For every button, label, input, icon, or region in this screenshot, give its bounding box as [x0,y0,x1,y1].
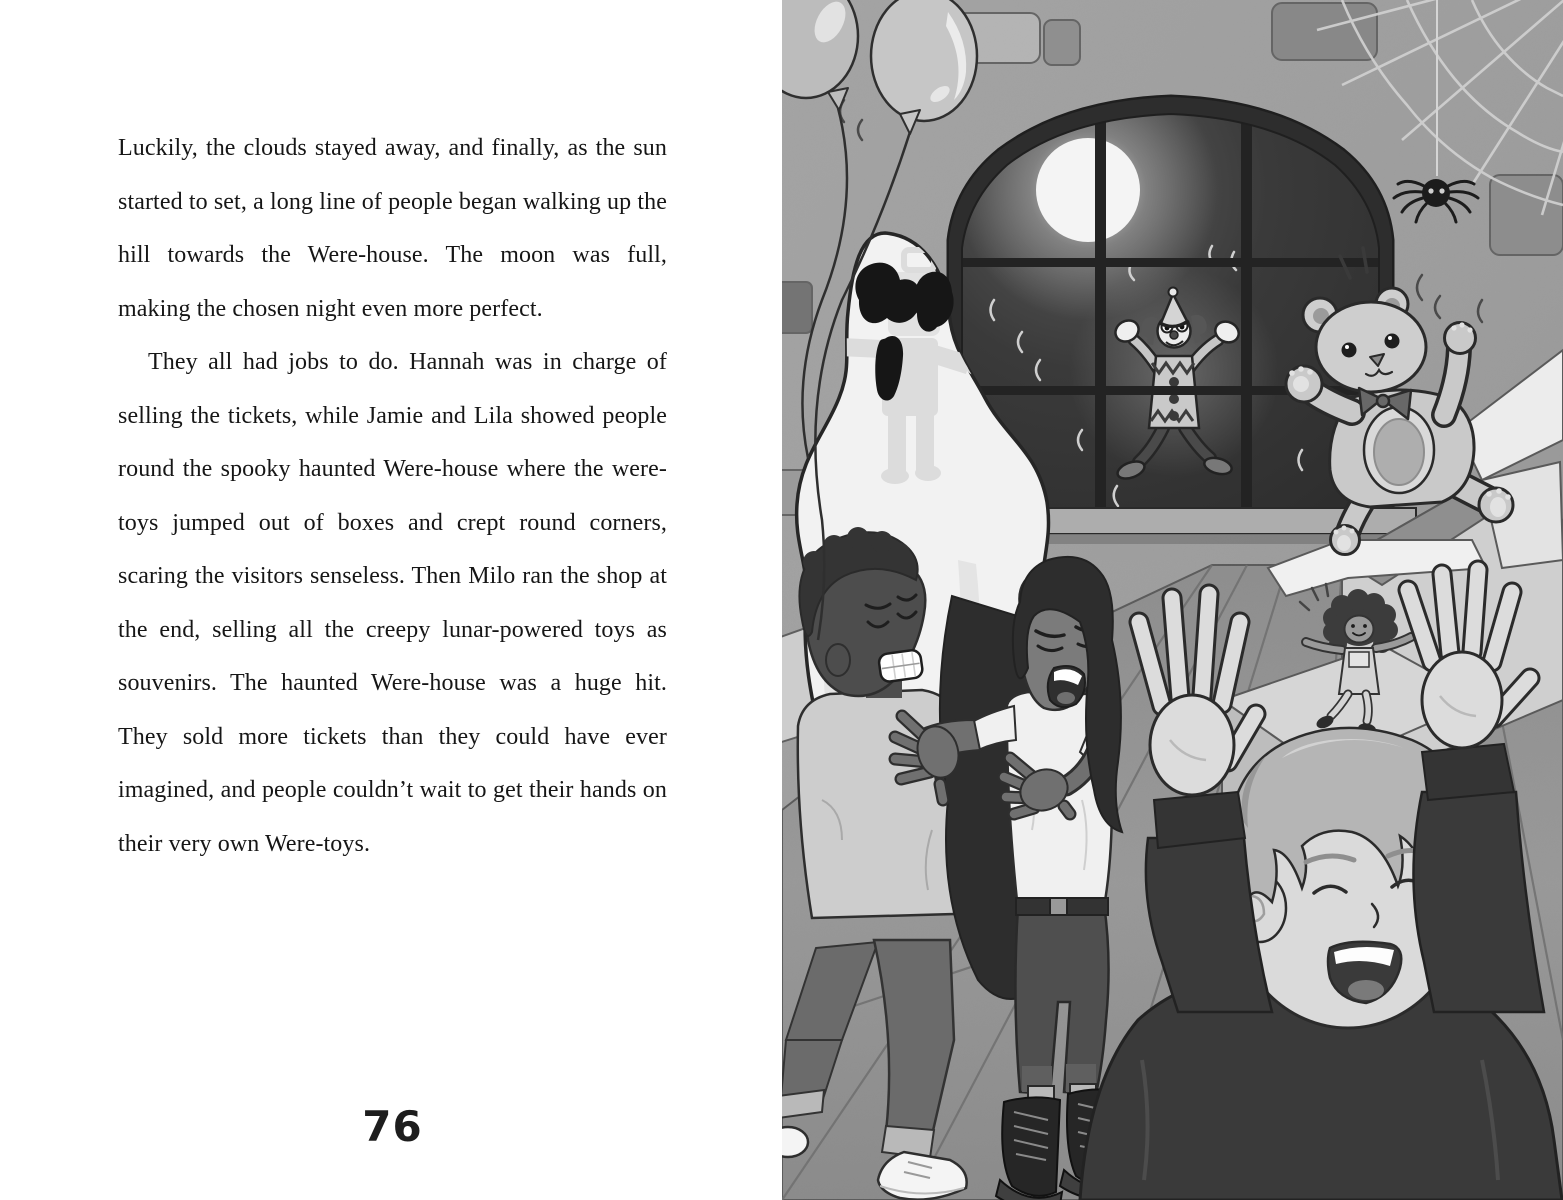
child-cuff [1422,744,1514,800]
story-paragraph-2: They all had jobs to do. Hannah was in charge of selling the tickets, while Jamie and Lila showed people round the spooky haunted Were-house where the were-toys jumped out of boxes and crept round corners, scaring the visitors senseless. Then Milo ran the shop at the end, selling all the creepy lunar-powered toys as souvenirs. The haunted Were-house was a huge hit. They sold more tickets than they could have ever imagined, and people couldn’t wait to get their hands on their very own Were-toys. [118,349,667,857]
brick [782,282,812,333]
child-cuff [1154,792,1245,848]
boy-ear [826,644,850,676]
story-paragraph-1: Luckily, the clouds stayed away, and finally, as the sun started to set, a long line of people began walking up the hill towards the Were-house. The moon was full, making the chosen night even more perfect. [118,135,667,322]
full-moon [1036,138,1140,242]
boy-grimace [878,649,923,683]
brick [1490,175,1563,255]
story-text [118,122,667,871]
brick [1044,20,1080,65]
page-number: 76 [362,1102,423,1151]
doll-face [1345,616,1374,643]
spider-body [1422,179,1450,207]
belt-buckle [1050,898,1067,915]
child-palm [1150,695,1234,795]
bear-paw [1445,323,1476,354]
were-house-illustration [782,0,1563,1200]
bear-head [1316,302,1426,392]
girl-shout-mouth [1048,666,1085,707]
boy-sneaker [782,1127,808,1157]
child-palm [1422,652,1502,748]
brick [1272,3,1377,60]
